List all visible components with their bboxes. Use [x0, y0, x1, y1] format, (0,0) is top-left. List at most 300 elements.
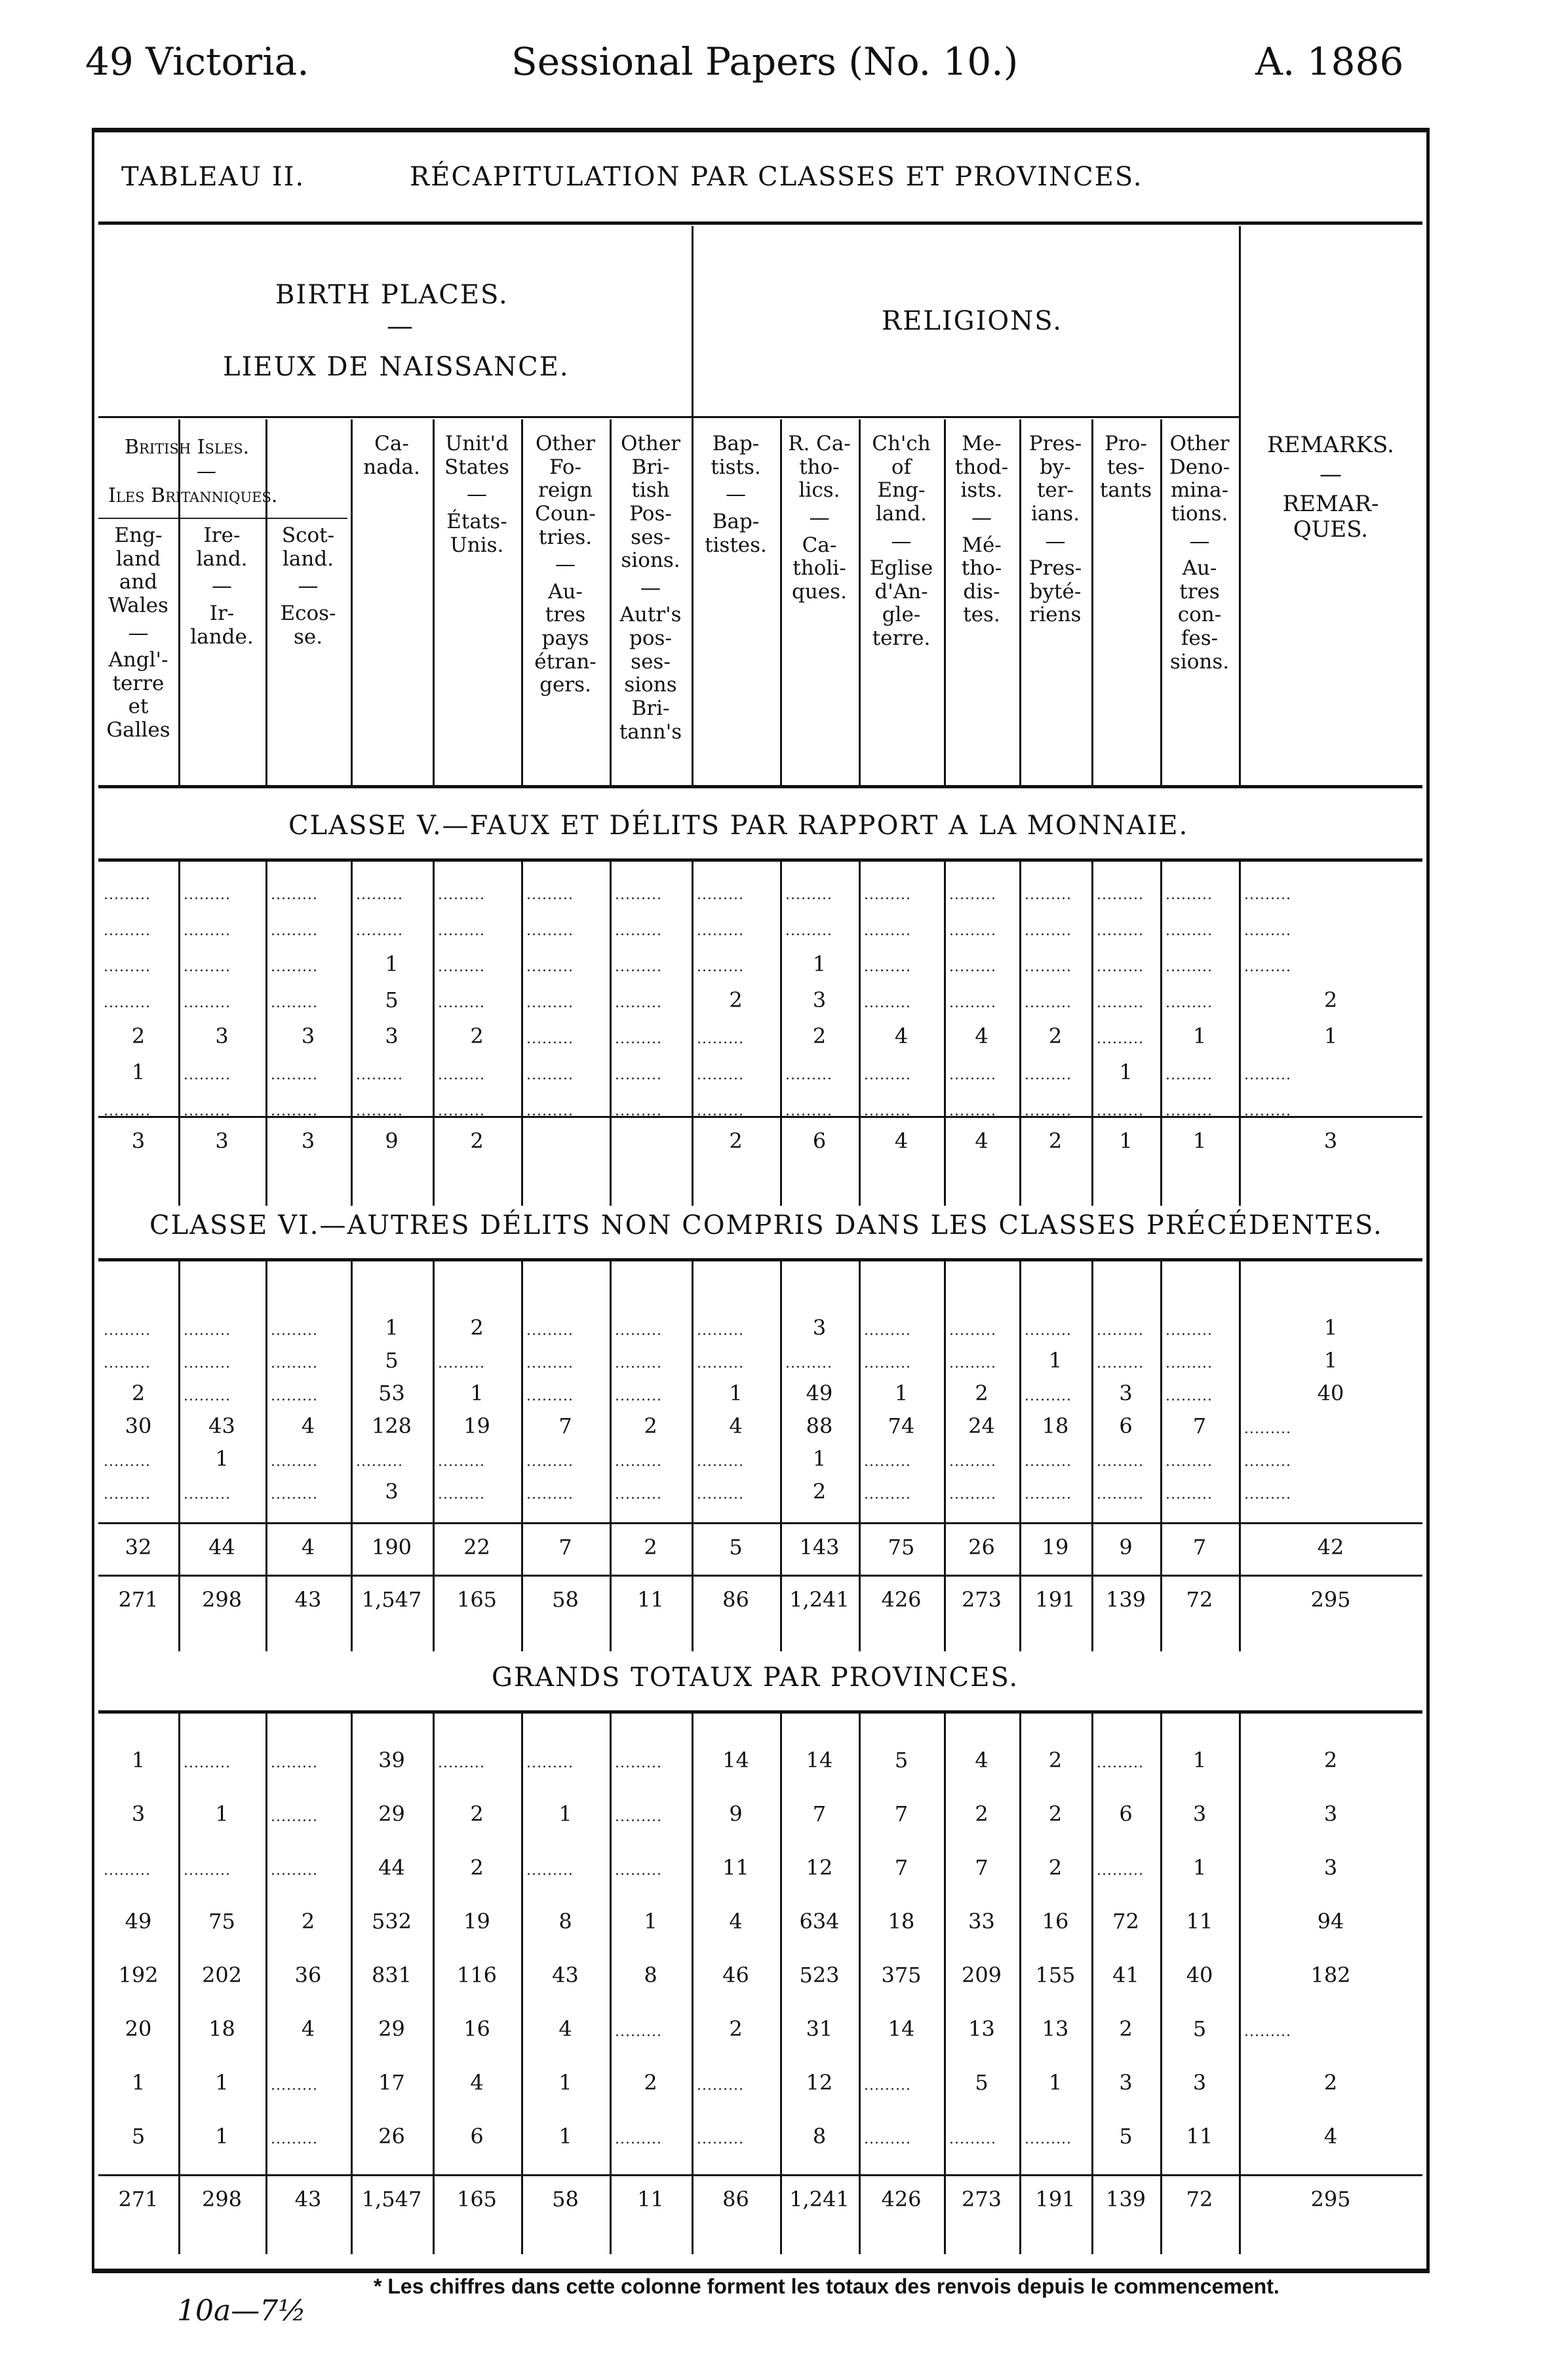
grand-total-cell: 43 [294, 1587, 322, 1612]
table-cell: 44 [378, 1855, 405, 1880]
table-cell: 2 [1048, 1024, 1063, 1048]
total-cell: 2 [1048, 1128, 1063, 1153]
table-cell: 12 [806, 2070, 833, 2095]
table-cell: 75 [208, 1909, 235, 1934]
table-cell-empty: ......... [438, 1453, 485, 1470]
table-cell-empty: ......... [864, 1103, 911, 1119]
total-cell: 191 [1035, 2187, 1076, 2212]
table-cell-empty: ......... [785, 1067, 832, 1083]
grand-total-cell: 298 [201, 1587, 243, 1612]
table-cell: 2 [729, 2016, 743, 2041]
column-rule [1239, 419, 1241, 785]
column-rule [1091, 858, 1093, 1206]
table-cell-empty: ......... [615, 1355, 662, 1372]
table-cell: 5 [385, 988, 399, 1012]
table-cell-empty: ......... [438, 887, 485, 903]
table-cell-empty: ......... [271, 2077, 318, 2094]
table-cell: 6 [470, 2124, 484, 2149]
table-cell-empty: ......... [864, 1067, 911, 1083]
table-cell: 7 [1192, 1413, 1207, 1438]
table-cell: 14 [722, 1748, 749, 1773]
column-rule [1239, 1710, 1241, 2254]
table-cell-empty: ......... [615, 1862, 662, 1879]
column-label-dash: — [298, 574, 319, 598]
table-cell-empty: ......... [1244, 923, 1291, 939]
table-cell-empty: ......... [526, 1486, 574, 1503]
total-cell: 4 [894, 1128, 909, 1153]
column-label-dash: — [809, 505, 830, 529]
table-cell-empty: ......... [615, 2131, 662, 2147]
grand-total-cell: 139 [1105, 1587, 1146, 1612]
table-cell-empty: ......... [1025, 2131, 1072, 2147]
table-cell: 94 [1317, 1909, 1344, 1934]
birth-places-title: BIRTH PLACES. [275, 280, 509, 310]
table-cell: 1 [385, 951, 399, 976]
column-label-dash: — [640, 575, 661, 600]
table-cell: 4 [558, 2016, 572, 2041]
table-cell: 2 [470, 1855, 484, 1880]
table-cell: 1 [558, 2070, 572, 2095]
table-cell: 4 [729, 1909, 743, 1934]
table-cell: 375 [881, 1963, 922, 1987]
table-cell-empty: ......... [271, 887, 318, 903]
column-rule [433, 419, 435, 785]
table-cell-empty: ......... [271, 1862, 318, 1879]
table-cell: 11 [1186, 2124, 1213, 2149]
table-cell-empty: ......... [697, 959, 744, 975]
column-header [610, 432, 692, 744]
table-cell: 4 [301, 2016, 315, 2041]
table-cell: 3 [215, 1024, 229, 1048]
table-cell-empty: ......... [526, 1355, 574, 1372]
table-cell-empty: ......... [1244, 1103, 1291, 1119]
table-cell: 155 [1035, 1963, 1076, 1987]
table-cell: 4 [975, 1748, 988, 1773]
column-rule [178, 858, 180, 1206]
table-cell-empty: ......... [864, 887, 911, 903]
column-label-en: Other Fo- reign Coun- tries. [535, 432, 596, 549]
column-label-dash: — [212, 574, 232, 598]
rule-british-isles [98, 518, 347, 519]
table-cell: 18 [208, 2016, 235, 2041]
table-cell-empty: ......... [526, 1453, 574, 1470]
table-cell: 3 [812, 1315, 827, 1340]
column-rule [1239, 1258, 1241, 1651]
table-cell-empty: ......... [1025, 1388, 1072, 1404]
column-header [265, 524, 351, 649]
column-header [859, 432, 944, 651]
table-cell: 2 [1323, 1748, 1338, 1773]
table-cell-empty: ......... [438, 923, 485, 939]
column-label-fr: Ir- lande. [190, 601, 254, 649]
table-cell: 2 [1119, 2016, 1133, 2041]
table-cell-empty: ......... [271, 995, 318, 1011]
rule-group-header [98, 416, 1239, 418]
column-label-fr: États- Unis. [446, 509, 507, 557]
table-cell-empty: ......... [949, 1322, 996, 1339]
column-label-fr: Mé- tho- dis- tes. [961, 533, 1002, 627]
total-cell: 3 [301, 1128, 315, 1153]
birth-places-dash: — [387, 311, 414, 341]
table-cell-empty: ......... [1097, 887, 1144, 903]
table-cell: 634 [799, 1909, 840, 1934]
table-cell: 1 [385, 1315, 399, 1340]
table-cell-empty: ......... [1244, 1421, 1291, 1437]
table-cell-empty: ......... [1244, 887, 1291, 903]
table-cell: 26 [378, 2124, 405, 2149]
table-cell-empty: ......... [184, 923, 231, 939]
column-header [1019, 432, 1091, 627]
table-cell: 33 [968, 1909, 995, 1934]
table-cell: 14 [806, 1748, 833, 1773]
table-cell-empty: ......... [1165, 1355, 1213, 1372]
column-header [944, 432, 1019, 627]
column-header [521, 432, 610, 697]
table-cell-empty: ......... [356, 1453, 403, 1470]
table-cell: 74 [888, 1413, 915, 1438]
total-cell: 3 [1323, 1128, 1338, 1153]
classe5-title: CLASSE V.—FAUX ET DÉLITS PAR RAPPORT A LA MONNAIE. [288, 811, 1189, 841]
table-cell: 1 [1192, 1024, 1207, 1048]
table-cell-empty: ......... [104, 1322, 151, 1339]
table-cell: 72 [1112, 1909, 1139, 1934]
table-cell-empty: ......... [271, 1809, 318, 1825]
table-cell-empty: ......... [949, 995, 996, 1011]
column-rule [859, 1258, 861, 1651]
table-cell-empty: ......... [1025, 1067, 1072, 1083]
table-cell: 4 [301, 1413, 315, 1438]
table-cell: 3 [385, 1024, 399, 1048]
table-cell-empty: ......... [356, 1103, 403, 1119]
table-cell-empty: ......... [104, 1862, 151, 1879]
table-cell: 53 [378, 1381, 405, 1406]
column-label-en: Scot- land. [281, 524, 335, 571]
column-label-en: R. Ca- tho- lics. [788, 432, 851, 503]
table-cell: 3 [1119, 1381, 1133, 1406]
table-cell-empty: ......... [949, 1067, 996, 1083]
table-cell: 4 [729, 1413, 743, 1438]
header-center: Sessional Papers (No. 10.) [511, 39, 1019, 84]
table-cell-empty: ......... [356, 923, 403, 939]
column-label-fr: Ca- tholi- ques. [792, 533, 847, 604]
table-cell: 2 [131, 1024, 146, 1048]
column-header [692, 432, 780, 557]
table-cell: 5 [1192, 2016, 1207, 2041]
column-rule [351, 1710, 353, 2254]
column-header [780, 432, 859, 604]
table-cell: 41 [1112, 1963, 1139, 1987]
grand-total-cell: 1,241 [789, 1587, 850, 1612]
table-cell-empty: ......... [526, 1031, 574, 1047]
column-rule [610, 858, 612, 1206]
table-cell-empty: ......... [1097, 1322, 1144, 1339]
table-cell-empty: ......... [949, 1103, 996, 1119]
column-label-en: Other Bri- tish Pos- ses- sions. [620, 432, 680, 573]
total-cell: 295 [1310, 2187, 1351, 2212]
table-cell-empty: ......... [104, 995, 151, 1011]
total-cell: 298 [201, 2187, 243, 2212]
table-cell: 3 [385, 1479, 399, 1504]
column-rule [521, 858, 523, 1206]
table-cell: 12 [806, 1855, 833, 1880]
table-cell-empty: ......... [697, 1103, 744, 1119]
total-cell: 26 [968, 1535, 995, 1560]
column-label-en: Eng- land and Wales [108, 524, 168, 617]
rule-totals [98, 1522, 1422, 1524]
total-cell: 58 [552, 2187, 579, 2212]
grand-total-cell: 165 [456, 1587, 498, 1612]
table-cell: 16 [463, 2016, 490, 2041]
rule-totals [98, 1116, 1422, 1118]
column-rule [178, 1258, 180, 1651]
table-cell: 7 [894, 1801, 909, 1826]
column-rule [433, 1258, 435, 1651]
table-cell-empty: ......... [1097, 1355, 1144, 1372]
table-cell-empty: ......... [697, 1067, 744, 1083]
table-cell-empty: ......... [184, 1103, 231, 1119]
column-label-fr: Au- tres con- fes- sions. [1169, 556, 1230, 674]
table-cell: 29 [378, 1801, 405, 1826]
table-title: RÉCAPITULATION PAR CLASSES ET PROVINCES. [410, 162, 1143, 192]
total-cell: 2 [729, 1128, 743, 1153]
table-cell-empty: ......... [526, 959, 574, 975]
column-label-en: Pro- tes- tants [1099, 432, 1152, 503]
classe6-title: CLASSE VI.—AUTRES DÉLITS NON COMPRIS DANS LES CLASSES PRÉCÉDENTES. [149, 1210, 1383, 1240]
column-label-fr: Eglise d'An- gle- terre. [869, 556, 933, 651]
table-cell: 1 [812, 951, 827, 976]
grand-total-cell: 273 [961, 1587, 1002, 1612]
column-rule [521, 1258, 523, 1651]
group-divider [692, 226, 694, 419]
table-cell: 4 [894, 1024, 909, 1048]
table-cell-empty: ......... [1165, 1388, 1213, 1404]
column-label-fr: Au- tres pays étran- gers. [534, 579, 596, 697]
table-cell-empty: ......... [864, 1453, 911, 1470]
column-rule [1239, 858, 1241, 1206]
rule-classe6 [98, 1258, 1422, 1261]
grand-total-cell: 295 [1310, 1587, 1351, 1612]
total-cell: 11 [637, 2187, 664, 2212]
table-cell: 40 [1186, 1963, 1213, 1987]
table-cell: 4 [470, 2070, 484, 2095]
column-rule [433, 858, 435, 1206]
total-cell: 86 [722, 2187, 749, 2212]
column-rule [265, 858, 267, 1206]
table-cell-empty: ......... [526, 887, 574, 903]
column-label-dash: — [891, 529, 912, 553]
table-cell: 17 [378, 2070, 405, 2095]
table-cell-empty: ......... [785, 887, 832, 903]
column-label-fr: Autr's pos- ses- sions Bri- tann's [619, 603, 682, 744]
table-cell-empty: ......... [1097, 1031, 1144, 1047]
table-cell-empty: ......... [1097, 1862, 1144, 1879]
table-cell-empty: ......... [1244, 1486, 1291, 1503]
table-cell-empty: ......... [1097, 1103, 1144, 1119]
table-cell: 49 [806, 1381, 833, 1406]
table-cell-empty: ......... [949, 923, 996, 939]
table-cell-empty: ......... [438, 959, 485, 975]
table-cell-empty: ......... [697, 1355, 744, 1372]
table-cell: 2 [729, 988, 743, 1012]
table-cell-empty: ......... [438, 995, 485, 1011]
table-cell-empty: ......... [1025, 995, 1072, 1011]
table-cell: 5 [975, 2070, 988, 2095]
table-cell-empty: ......... [1165, 1486, 1213, 1503]
total-cell: 7 [1192, 1535, 1207, 1560]
table-cell-empty: ......... [271, 2131, 318, 2147]
column-rule [692, 858, 694, 1206]
grand-total-cell: 58 [552, 1587, 579, 1612]
table-cell: 182 [1310, 1963, 1351, 1987]
table-cell: 39 [378, 1748, 405, 1773]
column-rule [1019, 419, 1021, 785]
column-rule [178, 419, 180, 785]
table-cell-empty: ......... [697, 923, 744, 939]
column-label-en: Ire- land. [196, 524, 248, 571]
table-cell: 5 [385, 1348, 399, 1373]
total-cell: 426 [881, 2187, 922, 2212]
total-cell: 190 [371, 1535, 412, 1560]
table-cell-empty: ......... [526, 1388, 574, 1404]
table-cell-empty: ......... [615, 1453, 662, 1470]
table-cell-empty: ......... [864, 1486, 911, 1503]
total-cell: 9 [385, 1128, 399, 1153]
table-cell: 3 [301, 1024, 315, 1048]
column-label-en: Ch'ch of Eng- land. [872, 432, 931, 526]
table-cell-empty: ......... [184, 1862, 231, 1879]
column-label-en: Pres- by- ter- ians. [1028, 432, 1082, 526]
table-cell-empty: ......... [1244, 1453, 1291, 1470]
table-cell-empty: ......... [1244, 2024, 1291, 2040]
table-cell-empty: ......... [526, 1755, 574, 1771]
grand-total-cell: 86 [722, 1587, 749, 1612]
british-isles-fr: Iles Britanniques. [108, 484, 278, 507]
table-cell: 7 [975, 1855, 988, 1880]
table-cell: 2 [131, 1381, 146, 1406]
table-cell-empty: ......... [1025, 1453, 1072, 1470]
table-cell-empty: ......... [949, 2131, 996, 2147]
total-cell: 1,547 [361, 2187, 422, 2212]
column-label-dash: — [555, 552, 576, 577]
total-cell: 4 [301, 1535, 315, 1560]
table-cell-empty: ......... [526, 1103, 574, 1119]
table-cell-empty: ......... [615, 1486, 662, 1503]
column-rule [859, 419, 861, 785]
table-cell-empty: ......... [1097, 1755, 1144, 1771]
table-cell-empty: ......... [1165, 1322, 1213, 1339]
british-isles-dash: — [197, 460, 216, 483]
table-cell: 19 [463, 1909, 490, 1934]
total-cell: 2 [644, 1535, 657, 1560]
rule-grand [98, 1575, 1422, 1577]
table-cell-empty: ......... [615, 1809, 662, 1825]
table-cell-empty: ......... [184, 1322, 231, 1339]
table-cell-empty: ......... [864, 959, 911, 975]
rule-provinces [98, 1710, 1422, 1714]
table-cell: 6 [1119, 1801, 1133, 1826]
column-label-dash: — [128, 621, 149, 645]
table-cell: 5 [894, 1748, 909, 1773]
column-label-fr: Pres- byté- riens [1028, 556, 1082, 627]
column-rule [859, 858, 861, 1206]
table-cell: 2 [1048, 1748, 1063, 1773]
column-rule [780, 1258, 782, 1651]
table-cell-empty: ......... [1244, 1067, 1291, 1083]
column-rule [521, 1710, 523, 2254]
table-cell: 1 [1323, 1024, 1338, 1048]
total-cell: 22 [463, 1535, 490, 1560]
table-cell-empty: ......... [615, 1755, 662, 1771]
column-rule [433, 1710, 435, 2254]
column-label-en: Unit'd States [444, 432, 509, 479]
table-cell-empty: ......... [1025, 1322, 1072, 1339]
table-cell: 5 [131, 2124, 146, 2149]
table-cell-empty: ......... [1097, 923, 1144, 939]
table-cell-empty: ......... [864, 2131, 911, 2147]
header-right: A. 1886 [1255, 39, 1404, 84]
table-cell-empty: ......... [1165, 995, 1213, 1011]
table-cell-empty: ......... [615, 1031, 662, 1047]
table-cell-empty: ......... [184, 1755, 231, 1771]
column-rule [944, 419, 946, 785]
column-rule [780, 858, 782, 1206]
table-cell-empty: ......... [184, 1067, 231, 1083]
table-cell: 1 [1323, 1315, 1338, 1340]
total-cell: 44 [208, 1535, 235, 1560]
rule-classe5 [98, 858, 1422, 862]
table-cell-empty: ......... [697, 2131, 744, 2147]
total-cell: 9 [1119, 1535, 1133, 1560]
column-rule [692, 1710, 694, 2254]
table-cell: 40 [1317, 1381, 1344, 1406]
table-cell-empty: ......... [438, 1486, 485, 1503]
table-cell-empty: ......... [271, 1103, 318, 1119]
table-cell: 2 [1323, 2070, 1338, 2095]
table-cell-empty: ......... [1097, 995, 1144, 1011]
column-label-dash: — [1320, 461, 1342, 488]
table-cell-empty: ......... [615, 995, 662, 1011]
table-cell-empty: ......... [271, 1322, 318, 1339]
table-cell: 1 [215, 2124, 229, 2149]
column-rule [265, 1258, 267, 1651]
column-rule [1160, 419, 1162, 785]
table-cell: 1 [1048, 1348, 1063, 1373]
table-cell-empty: ......... [1097, 1453, 1144, 1470]
column-label-dash: — [1189, 529, 1210, 553]
table-cell: 209 [961, 1963, 1002, 1987]
column-label-fr: Angl'- terre et Galles [106, 648, 170, 742]
table-cell: 19 [463, 1413, 490, 1438]
table-cell-empty: ......... [864, 1355, 911, 1372]
total-cell: 3 [131, 1128, 146, 1153]
birth-places-title-fr: LIEUX DE NAISSANCE. [223, 352, 570, 382]
rule-under-title [98, 221, 1422, 225]
table-cell: 20 [125, 2016, 152, 2041]
table-cell-empty: ......... [526, 1067, 574, 1083]
grand-total-cell: 1,547 [361, 1587, 422, 1612]
footnote-text: * Les chiffres dans cette colonne forment les totaux des renvois depuis le commencement. [374, 2274, 1280, 2298]
column-rule [1160, 858, 1162, 1206]
table-cell-empty: ......... [271, 1388, 318, 1404]
table-cell-empty: ......... [184, 1355, 231, 1372]
table-cell-empty: ......... [864, 995, 911, 1011]
table-cell-empty: ......... [184, 1486, 231, 1503]
table-cell-empty: ......... [785, 1103, 832, 1119]
table-cell-empty: ......... [271, 1453, 318, 1470]
total-cell: 2 [470, 1128, 484, 1153]
table-cell-empty: ......... [1025, 959, 1072, 975]
rule-totals [98, 2174, 1422, 2176]
